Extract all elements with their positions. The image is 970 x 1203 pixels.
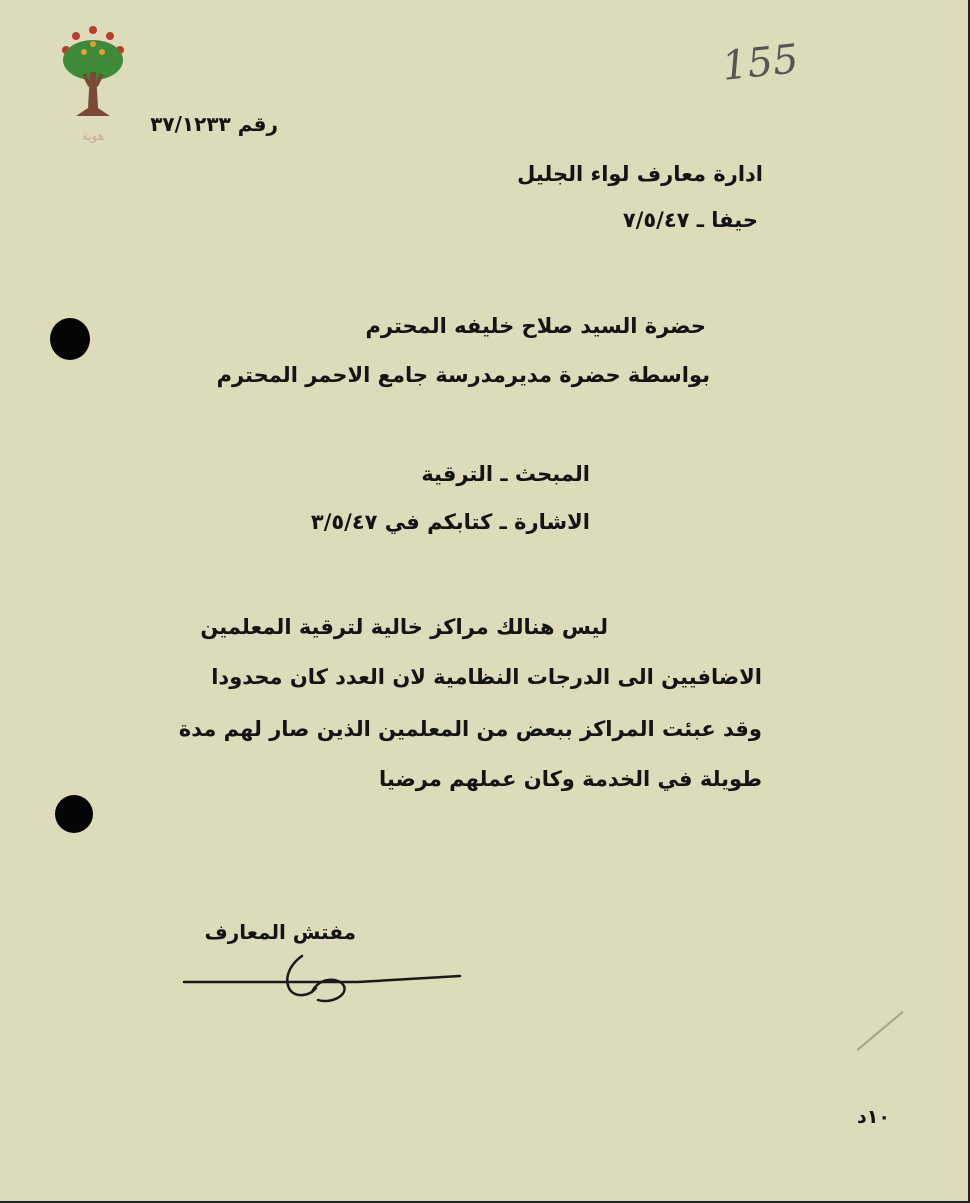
body-line-4: طويلة في الخدمة وكان عملهم مرضيا bbox=[379, 767, 762, 791]
handwritten-signature bbox=[178, 948, 468, 1020]
heritage-tree-logo bbox=[54, 22, 132, 182]
logo-caption: هوية bbox=[81, 129, 105, 143]
body-line-3: وقد عبئت المراكز ببعض من المعلمين الذين صار لهم مدة bbox=[178, 717, 762, 741]
subject-topic: المبحث ـ الترقية bbox=[421, 462, 590, 486]
reference-number: رقم ٣٧/١٢٣٣ bbox=[150, 112, 278, 136]
subject-reference: الاشارة ـ كتابكم في ٣/٥/٤٧ bbox=[310, 510, 590, 534]
place-date: حيفا ـ ٧/٥/٤٧ bbox=[622, 208, 758, 232]
sender-office: ادارة معارف لواء الجليل bbox=[517, 162, 763, 186]
punch-hole-top bbox=[50, 318, 90, 360]
footer-code: ١٠د bbox=[857, 1106, 890, 1128]
body-line-2: الاضافيين الى الدرجات النظامية لان العدد كان محدودا bbox=[211, 665, 762, 689]
recipient-line-2: بواسطة حضرة مديرمدرسة جامع الاحمر المحترم bbox=[216, 363, 710, 387]
body-line-1: ليس هنالك مراكز خالية لترقية المعلمين bbox=[200, 615, 608, 639]
paper-crease bbox=[856, 1011, 903, 1051]
punch-hole-bottom bbox=[55, 795, 93, 833]
signature-title: مفتش المعارف bbox=[204, 920, 356, 944]
page-number: 155 bbox=[719, 36, 801, 90]
recipient-line-1: حضرة السيد صلاح خليفه المحترم bbox=[365, 314, 706, 338]
